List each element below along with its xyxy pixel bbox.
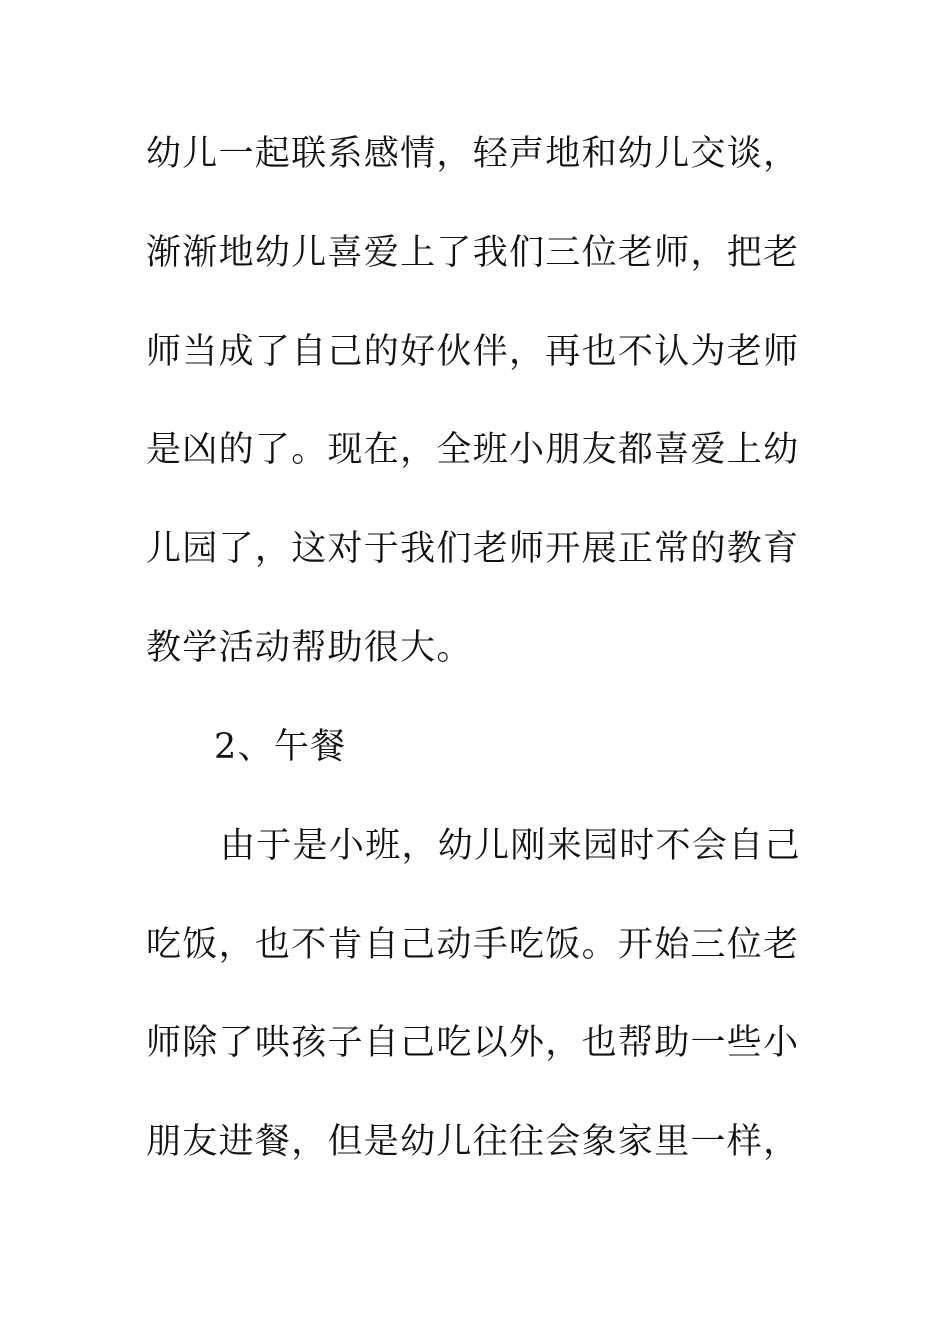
text-line: 是凶的了。现在，全班小朋友都喜爱上幼 — [146, 430, 800, 470]
text-line: 师当成了自己的好伙伴，再也不认为老师 — [146, 332, 800, 372]
text-line: 吃饭，也不肯自己动手吃饭。开始三位老 — [146, 925, 800, 965]
text-line: 教学活动帮助很大。 — [146, 628, 473, 668]
text-line: 幼儿一起联系感情，轻声地和幼儿交谈， — [146, 134, 800, 174]
text-line: 朋友进餐，但是幼儿往往会象家里一样， — [146, 1122, 800, 1162]
text-line: 儿园了，这对于我们老师开展正常的教育 — [146, 529, 800, 569]
text-line: 由于是小班，幼儿刚来园时不会自己 — [220, 826, 801, 866]
text-line: 师除了哄孩子自己吃以外，也帮助一些小 — [146, 1023, 800, 1063]
text-line: 渐渐地幼儿喜爱上了我们三位老师，把老 — [146, 233, 800, 273]
section-heading: 2、午餐 — [214, 727, 347, 767]
